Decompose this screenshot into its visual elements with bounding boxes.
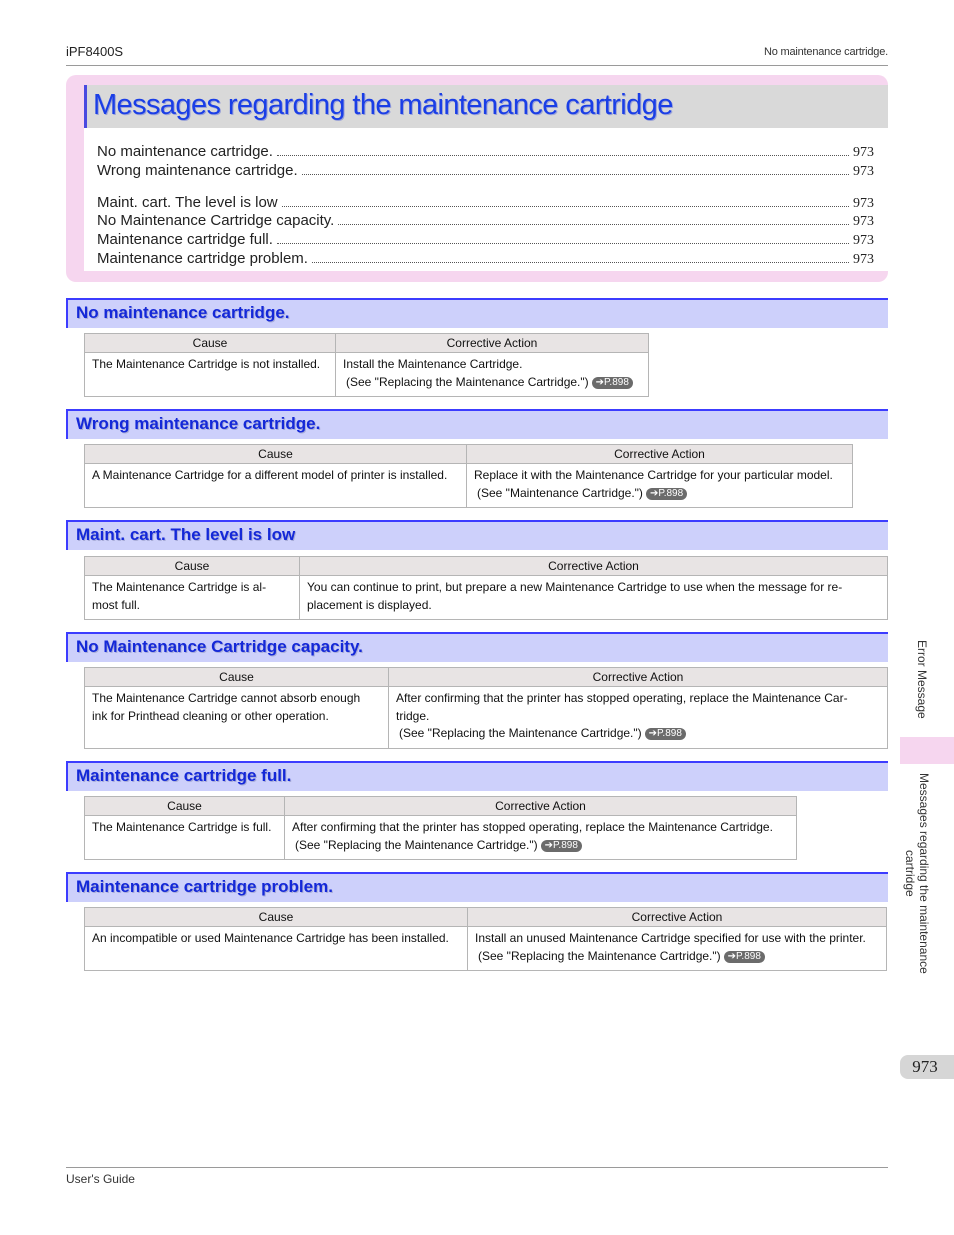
table-row [85, 927, 887, 971]
action-cell [389, 687, 888, 749]
toc-leader [302, 164, 849, 175]
header-rule [66, 65, 888, 66]
section-heading-bar [66, 761, 888, 791]
page-link-badge[interactable]: ➔P.898 [646, 488, 687, 500]
toc-entry-page: 973 [853, 145, 874, 160]
reference-text: (See "Replacing the Maintenance Cartridge.") [399, 726, 642, 740]
action-cell [468, 927, 887, 971]
toc-entry[interactable] [97, 250, 874, 268]
side-tab-section-line: cartridge [903, 850, 917, 897]
page-link-badge[interactable]: ➔P.898 [592, 377, 633, 389]
toc-entry-page: 973 [853, 214, 874, 229]
action-cell [285, 816, 797, 860]
toc-entry-label: Maint. cart. The level is low [97, 194, 278, 211]
reference [292, 837, 789, 855]
side-tab-chapter[interactable] [915, 640, 939, 730]
toc-entry[interactable] [97, 162, 874, 180]
side-tab-chapter-label: Error Message [915, 640, 929, 719]
table-row [85, 576, 888, 620]
reference [396, 725, 880, 743]
footer-text: User's Guide [66, 1172, 135, 1186]
toc-entry[interactable] [97, 194, 874, 212]
printer-model: iPF8400S [66, 44, 124, 59]
cause-cell [85, 464, 467, 508]
section-title: Wrong maintenance cartridge. [76, 414, 321, 433]
cause-header: Cause [85, 797, 285, 816]
toc-entry-label: Wrong maintenance cartridge. [97, 162, 298, 179]
cause-cell [85, 927, 468, 971]
section-heading-bar [66, 409, 888, 439]
action-header: Corrective Action [389, 668, 888, 687]
cause-text: A Maintenance Cartridge for a different model of printer is installed. [92, 468, 448, 482]
section-heading-bar [66, 632, 888, 662]
action-cell [300, 576, 888, 620]
reference-text: (See "Maintenance Cartridge.") [477, 485, 643, 500]
action-header: Corrective Action [467, 445, 853, 464]
side-tab-active-marker [900, 737, 954, 764]
action-header: Corrective Action [285, 797, 797, 816]
action-header: Corrective Action [300, 557, 888, 576]
table-row [85, 687, 888, 749]
cause-action-table [84, 667, 888, 749]
running-header-topic: No maintenance cartridge. [763, 46, 888, 58]
cause-header: Cause [85, 557, 300, 576]
cause-header: Cause [85, 908, 468, 927]
cause-cell [85, 353, 336, 397]
toc-entry[interactable] [97, 231, 874, 249]
reference-text: (See "Replacing the Maintenance Cartridge.") [346, 374, 589, 389]
cause-header: Cause [85, 445, 467, 464]
action-text: Replace it with the Maintenance Cartridge for your particular model. [474, 468, 833, 482]
side-tab-section-line: Messages regarding the maintenance [917, 773, 931, 974]
reference [474, 485, 845, 503]
toc-leader [277, 145, 849, 156]
action-text-line: You can continue to print, but prepare a new Maintenance Cartridge to use when the message for re- [307, 580, 843, 594]
section-title: Maintenance cartridge full. [76, 766, 292, 785]
toc-entry-page: 973 [853, 233, 874, 248]
cause-cell [85, 816, 285, 860]
action-text: After confirming that the printer has stopped operating, replace the Maintenance Cartridge. [292, 820, 773, 834]
section-heading-bar [66, 520, 888, 550]
page-title: Messages regarding the maintenance cartridge [93, 89, 673, 121]
section-title: Maint. cart. The level is low [76, 525, 296, 544]
toc-entry-label: Maintenance cartridge problem. [97, 250, 308, 267]
toc-entry[interactable] [97, 143, 874, 161]
page-link-badge[interactable]: ➔P.898 [541, 840, 582, 852]
toc-leader [338, 214, 849, 225]
toc-entry-page: 973 [853, 164, 874, 179]
cause-action-table [84, 907, 887, 971]
cause-action-table [84, 444, 853, 508]
reference-text: (See "Replacing the Maintenance Cartridge.") [478, 948, 721, 963]
cause-text: The Maintenance Cartridge is not installed. [92, 357, 321, 371]
action-text: Install an unused Maintenance Cartridge specified for use with the printer. [475, 931, 866, 945]
toc-leader [282, 196, 849, 207]
side-tab-section-label [903, 773, 931, 974]
action-cell [336, 353, 649, 397]
page-link-badge[interactable]: ➔P.898 [724, 951, 765, 963]
section-heading-bar [66, 298, 888, 328]
toc-entry-label: No Maintenance Cartridge capacity. [97, 212, 335, 229]
toc-leader [312, 252, 849, 263]
cause-text-line: ink for Printhead cleaning or other operation. [92, 708, 329, 723]
reference [475, 948, 879, 966]
action-text-line: tridge. [396, 708, 430, 723]
section-title: No maintenance cartridge. [76, 303, 290, 322]
cause-text: An incompatible or used Maintenance Cartridge has been installed. [92, 931, 449, 945]
action-text: Install the Maintenance Cartridge. [343, 357, 523, 371]
cause-action-table [84, 333, 649, 397]
toc-entry[interactable] [97, 212, 874, 230]
action-header: Corrective Action [468, 908, 887, 927]
reference [343, 374, 641, 392]
table-row [85, 353, 649, 397]
cause-header: Cause [85, 334, 336, 353]
table-row [85, 464, 853, 508]
section-title: Maintenance cartridge problem. [76, 877, 333, 896]
action-header: Corrective Action [336, 334, 649, 353]
footer-rule [66, 1167, 888, 1168]
cause-action-table [84, 796, 797, 860]
action-text-line: After confirming that the printer has stopped operating, replace the Maintenance Car- [396, 691, 848, 705]
page-number: 973 [912, 1057, 938, 1076]
toc-entry-label: Maintenance cartridge full. [97, 231, 273, 248]
action-text-line: placement is displayed. [307, 597, 432, 612]
toc-leader [277, 233, 849, 244]
cause-cell [85, 576, 300, 620]
toc-entry-page: 973 [853, 252, 874, 267]
cause-text-line: The Maintenance Cartridge is al- [92, 580, 267, 594]
cause-text: The Maintenance Cartridge is full. [92, 820, 272, 834]
cause-header: Cause [85, 668, 389, 687]
page-link-badge[interactable]: ➔P.898 [645, 728, 686, 740]
toc-entry-page: 973 [853, 196, 874, 211]
cause-text-line: The Maintenance Cartridge cannot absorb enough [92, 691, 361, 705]
side-tab-section[interactable] [903, 773, 943, 1038]
toc-entry-label: No maintenance cartridge. [97, 143, 273, 160]
cause-text-line: most full. [92, 597, 141, 612]
section-heading-bar [66, 872, 888, 902]
section-title: No Maintenance Cartridge capacity. [76, 637, 363, 656]
action-cell [467, 464, 853, 508]
cause-cell [85, 687, 389, 749]
reference-text: (See "Replacing the Maintenance Cartridge.") [295, 837, 538, 852]
cause-action-table [84, 556, 888, 620]
table-row [85, 816, 797, 860]
